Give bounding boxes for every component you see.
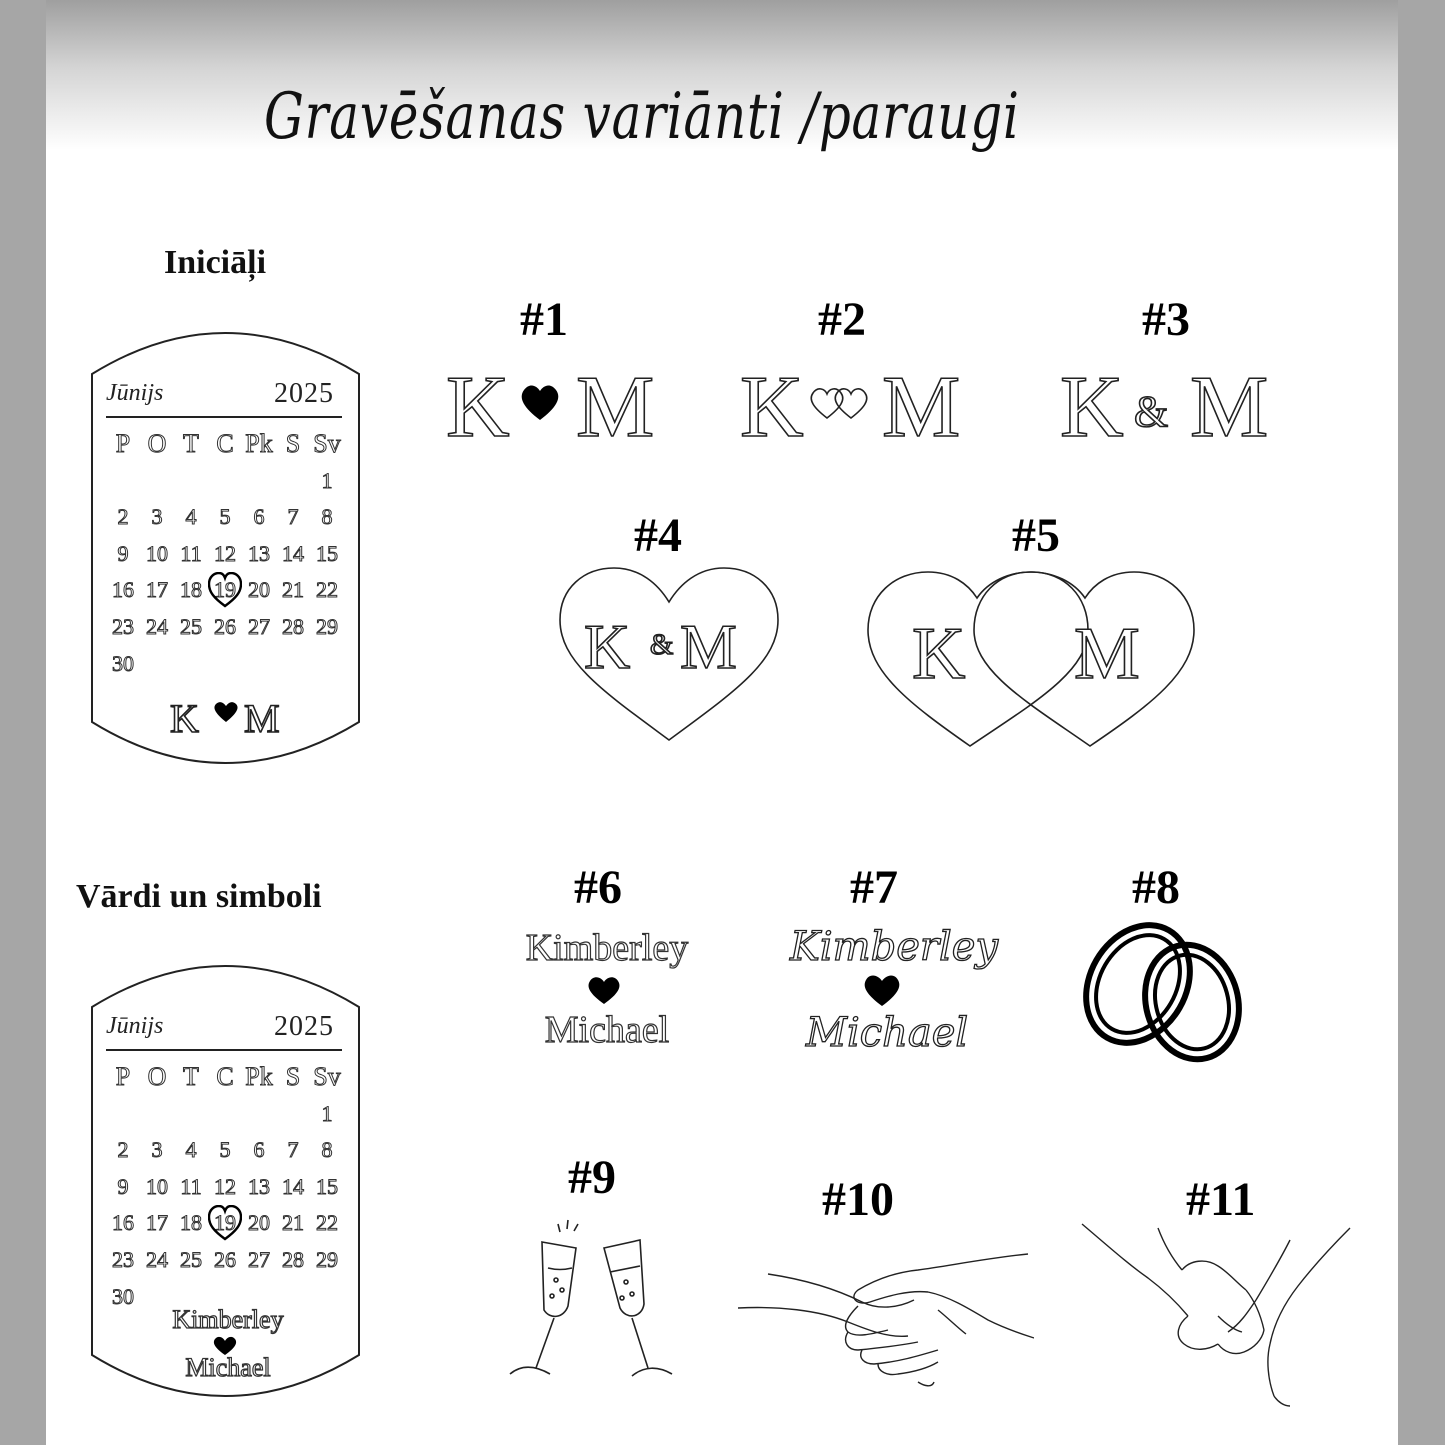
- empty-day-cell: [140, 1096, 174, 1133]
- weekday-label: Sv: [313, 1062, 341, 1091]
- variant-6-name-1: Kimberley: [525, 927, 689, 969]
- weekday-label: T: [183, 429, 199, 458]
- day-number: 19: [214, 577, 236, 603]
- weekday-label: O: [147, 1062, 167, 1091]
- heart-icon: [214, 702, 237, 722]
- variant-number-9: #9: [568, 1151, 616, 1204]
- empty-day-cell: [208, 463, 242, 500]
- calendar-day: [140, 1205, 174, 1242]
- empty-day-cell: [106, 463, 140, 500]
- calendar-card-names: [88, 955, 363, 1407]
- day-number: 28: [282, 613, 304, 639]
- calendar-day: [174, 1132, 208, 1169]
- engraving-sheet: [46, 0, 1398, 1445]
- day-number: 7: [287, 1137, 299, 1163]
- section-title-initials: Iniciāļi: [164, 244, 267, 281]
- calendar-day: [276, 1205, 310, 1242]
- empty-day-cell: [174, 1096, 208, 1133]
- empty-day-cell: [242, 1096, 276, 1133]
- wedding-rings-icon: [1076, 916, 1256, 1068]
- svg-text:K: K: [170, 696, 199, 740]
- calendar-grid: [106, 426, 344, 682]
- calendar-day: [310, 536, 344, 573]
- weekday-label: P: [115, 1062, 131, 1091]
- empty-day-cell: [242, 463, 276, 500]
- heart-icon: [586, 974, 622, 1006]
- calendar-day: [276, 1242, 310, 1279]
- day-number: 14: [282, 540, 304, 566]
- calendar-day: [106, 499, 140, 536]
- svg-text:K: K: [740, 360, 804, 445]
- calendar-day: [106, 1205, 140, 1242]
- calendar-day: [106, 572, 140, 609]
- weekday-label: O: [147, 429, 167, 458]
- calendar-day: [310, 609, 344, 646]
- variant-6-name-2: Michael: [544, 1009, 670, 1051]
- calendar-year: 2025: [274, 1011, 334, 1042]
- variant-3-monogram: [1056, 360, 1296, 445]
- day-number: 2: [117, 1137, 129, 1163]
- variant-number-5: #5: [1012, 509, 1060, 562]
- day-number: 21: [282, 1210, 304, 1236]
- calendar-day: [174, 609, 208, 646]
- calendar-day: [140, 609, 174, 646]
- calendar-day: [106, 1242, 140, 1279]
- card-name-1: Kimberley: [172, 1305, 284, 1334]
- day-number: 27: [248, 1246, 270, 1272]
- calendar-day: [310, 463, 344, 500]
- calendar-day: [242, 572, 276, 609]
- day-number: 26: [214, 613, 236, 639]
- weekday-label: P: [115, 429, 131, 458]
- calendar-day: [174, 536, 208, 573]
- empty-day-cell: [140, 463, 174, 500]
- day-number: 16: [112, 577, 134, 603]
- calendar-day: [310, 1132, 344, 1169]
- day-number: 17: [146, 577, 168, 603]
- day-number: 4: [185, 1137, 197, 1163]
- day-number: 10: [146, 540, 168, 566]
- svg-text:K: K: [912, 613, 966, 695]
- svg-text:K: K: [1060, 360, 1124, 445]
- day-number: 3: [151, 504, 163, 530]
- calendar-day: [310, 1205, 344, 1242]
- calendar-day: [242, 609, 276, 646]
- calendar-day: [276, 499, 310, 536]
- day-number: 5: [219, 504, 231, 530]
- day-number: 25: [180, 613, 202, 639]
- card-name-2: Michael: [185, 1353, 271, 1382]
- day-number: 26: [214, 1246, 236, 1272]
- calendar-day: [310, 1242, 344, 1279]
- day-number: 10: [146, 1173, 168, 1199]
- weekday-label: S: [285, 1062, 301, 1091]
- day-number: 24: [146, 1246, 168, 1272]
- calendar-divider: [106, 416, 342, 418]
- calendar-day: [208, 1169, 242, 1206]
- variant-number-3: #3: [1142, 293, 1190, 346]
- calendar-day: [276, 572, 310, 609]
- svg-text:M: M: [1074, 613, 1140, 695]
- variant-4-heart-monogram: [554, 562, 784, 747]
- calendar-day-marked: [208, 1205, 242, 1242]
- empty-day-cell: [276, 463, 310, 500]
- calendar-day: [208, 1132, 242, 1169]
- heart-icon: [522, 385, 559, 420]
- weekday-label: S: [285, 429, 301, 458]
- weekday-label: Pk: [245, 1062, 273, 1091]
- variant-5-double-heart-monogram: [864, 564, 1199, 754]
- calendar-day: [276, 536, 310, 573]
- heart-outline-icon: [868, 572, 1088, 746]
- svg-text:M: M: [576, 360, 655, 445]
- calendar-day: [106, 1279, 140, 1316]
- svg-text:M: M: [1190, 360, 1269, 445]
- day-number: 11: [180, 540, 202, 566]
- calendar-day: [140, 1169, 174, 1206]
- calendar-card-initials: [88, 322, 363, 774]
- calendar-day: [208, 609, 242, 646]
- svg-text:M: M: [882, 360, 961, 445]
- svg-text:K: K: [446, 360, 510, 445]
- day-number: 8: [321, 1137, 333, 1163]
- holding-hands-icon: [738, 1250, 1034, 1390]
- calendar-day: [310, 499, 344, 536]
- svg-text:&: &: [1134, 387, 1169, 436]
- variant-7-name-1: Kimberley: [790, 924, 999, 970]
- day-number: 12: [214, 540, 236, 566]
- calendar-day: [140, 1242, 174, 1279]
- weekday-label: C: [216, 429, 234, 458]
- double-heart-icon: [811, 389, 867, 418]
- weekday-label: C: [216, 1062, 234, 1091]
- calendar-day: [276, 1132, 310, 1169]
- day-number: 23: [112, 613, 134, 639]
- variant-number-7: #7: [850, 861, 898, 914]
- calendar-day: [140, 1132, 174, 1169]
- day-number: 8: [321, 504, 333, 530]
- day-number: 29: [316, 613, 338, 639]
- page-title: Gravēšanas variānti /paraugi: [264, 80, 1020, 154]
- day-number: 13: [248, 1173, 270, 1199]
- day-number: 23: [112, 1246, 134, 1272]
- calendar-day: [174, 499, 208, 536]
- day-number: 21: [282, 577, 304, 603]
- day-number: 2: [117, 504, 129, 530]
- calendar-day: [242, 1132, 276, 1169]
- day-number: 3: [151, 1137, 163, 1163]
- calendar-day: [174, 1205, 208, 1242]
- calendar-month: Jūnijs: [106, 380, 164, 406]
- calendar-day: [174, 1242, 208, 1279]
- calendar-day: [106, 1169, 140, 1206]
- day-number: 27: [248, 613, 270, 639]
- day-number: 15: [316, 1173, 338, 1199]
- variant-number-1: #1: [520, 293, 568, 346]
- calendar-day: [276, 609, 310, 646]
- variant-number-10: #10: [822, 1173, 894, 1226]
- calendar-divider: [106, 1049, 342, 1051]
- calendar-day: [242, 1169, 276, 1206]
- joined-hands-icon: [1078, 1220, 1354, 1410]
- day-number: 22: [316, 577, 338, 603]
- variant-number-11: #11: [1186, 1173, 1256, 1226]
- calendar-grid: [106, 1059, 344, 1315]
- calendar-day: [174, 1169, 208, 1206]
- day-number: 9: [117, 1173, 129, 1199]
- day-number: 30: [112, 650, 134, 676]
- svg-text:M: M: [244, 696, 280, 740]
- variant-number-4: #4: [634, 509, 682, 562]
- day-number: 11: [180, 1173, 202, 1199]
- calendar-day: [106, 646, 140, 683]
- calendar-day: [242, 536, 276, 573]
- calendar-day: [106, 609, 140, 646]
- calendar-day: [242, 1242, 276, 1279]
- calendar-day: [310, 572, 344, 609]
- day-number: 7: [287, 504, 299, 530]
- day-number: 22: [316, 1210, 338, 1236]
- day-number: 20: [248, 577, 270, 603]
- calendar-day: [310, 1169, 344, 1206]
- day-number: 20: [248, 1210, 270, 1236]
- calendar-day: [140, 499, 174, 536]
- calendar-day: [140, 572, 174, 609]
- calendar-day: [106, 536, 140, 573]
- weekday-label: Sv: [313, 429, 341, 458]
- card-monogram: [164, 690, 294, 740]
- variant-number-8: #8: [1132, 861, 1180, 914]
- variant-7-name-2: Michael: [806, 1010, 969, 1056]
- day-number: 16: [112, 1210, 134, 1236]
- weekday-label: Pk: [245, 429, 273, 458]
- day-number: 30: [112, 1283, 134, 1309]
- svg-text:M: M: [680, 611, 737, 682]
- calendar-day: [208, 536, 242, 573]
- day-number: 12: [214, 1173, 236, 1199]
- champagne-glasses-icon: [506, 1218, 678, 1390]
- calendar-year: 2025: [274, 378, 334, 409]
- day-number: 6: [253, 504, 265, 530]
- day-number: 15: [316, 540, 338, 566]
- calendar-day: [208, 499, 242, 536]
- svg-text:&: &: [650, 628, 674, 661]
- calendar-day: [310, 1096, 344, 1133]
- day-number: 24: [146, 613, 168, 639]
- empty-day-cell: [106, 1096, 140, 1133]
- day-number: 17: [146, 1210, 168, 1236]
- calendar-day: [208, 1242, 242, 1279]
- variant-2-monogram: [736, 360, 976, 445]
- day-number: 9: [117, 540, 129, 566]
- day-number: 4: [185, 504, 197, 530]
- day-number: 18: [180, 1210, 202, 1236]
- heart-icon: [862, 972, 902, 1008]
- day-number: 18: [180, 577, 202, 603]
- weekday-label: T: [183, 1062, 199, 1091]
- variant-number-6: #6: [574, 861, 622, 914]
- calendar-day-marked: [208, 572, 242, 609]
- empty-day-cell: [208, 1096, 242, 1133]
- day-number: 14: [282, 1173, 304, 1199]
- variant-number-2: #2: [818, 293, 866, 346]
- calendar-day: [242, 1205, 276, 1242]
- day-number: 28: [282, 1246, 304, 1272]
- day-number: 1: [321, 1100, 333, 1126]
- empty-day-cell: [276, 1096, 310, 1133]
- empty-day-cell: [174, 463, 208, 500]
- calendar-day: [242, 499, 276, 536]
- day-number: 6: [253, 1137, 265, 1163]
- calendar-day: [140, 536, 174, 573]
- day-number: 1: [321, 467, 333, 493]
- day-number: 5: [219, 1137, 231, 1163]
- day-number: 29: [316, 1246, 338, 1272]
- calendar-day: [174, 572, 208, 609]
- day-number: 13: [248, 540, 270, 566]
- calendar-day: [276, 1169, 310, 1206]
- day-number: 19: [214, 1210, 236, 1236]
- calendar-day: [106, 1132, 140, 1169]
- calendar-month: Jūnijs: [106, 1013, 164, 1039]
- section-title-words: Vārdi un simboli: [76, 878, 322, 915]
- svg-text:K: K: [584, 611, 631, 682]
- day-number: 25: [180, 1246, 202, 1272]
- variant-1-monogram: [442, 360, 672, 445]
